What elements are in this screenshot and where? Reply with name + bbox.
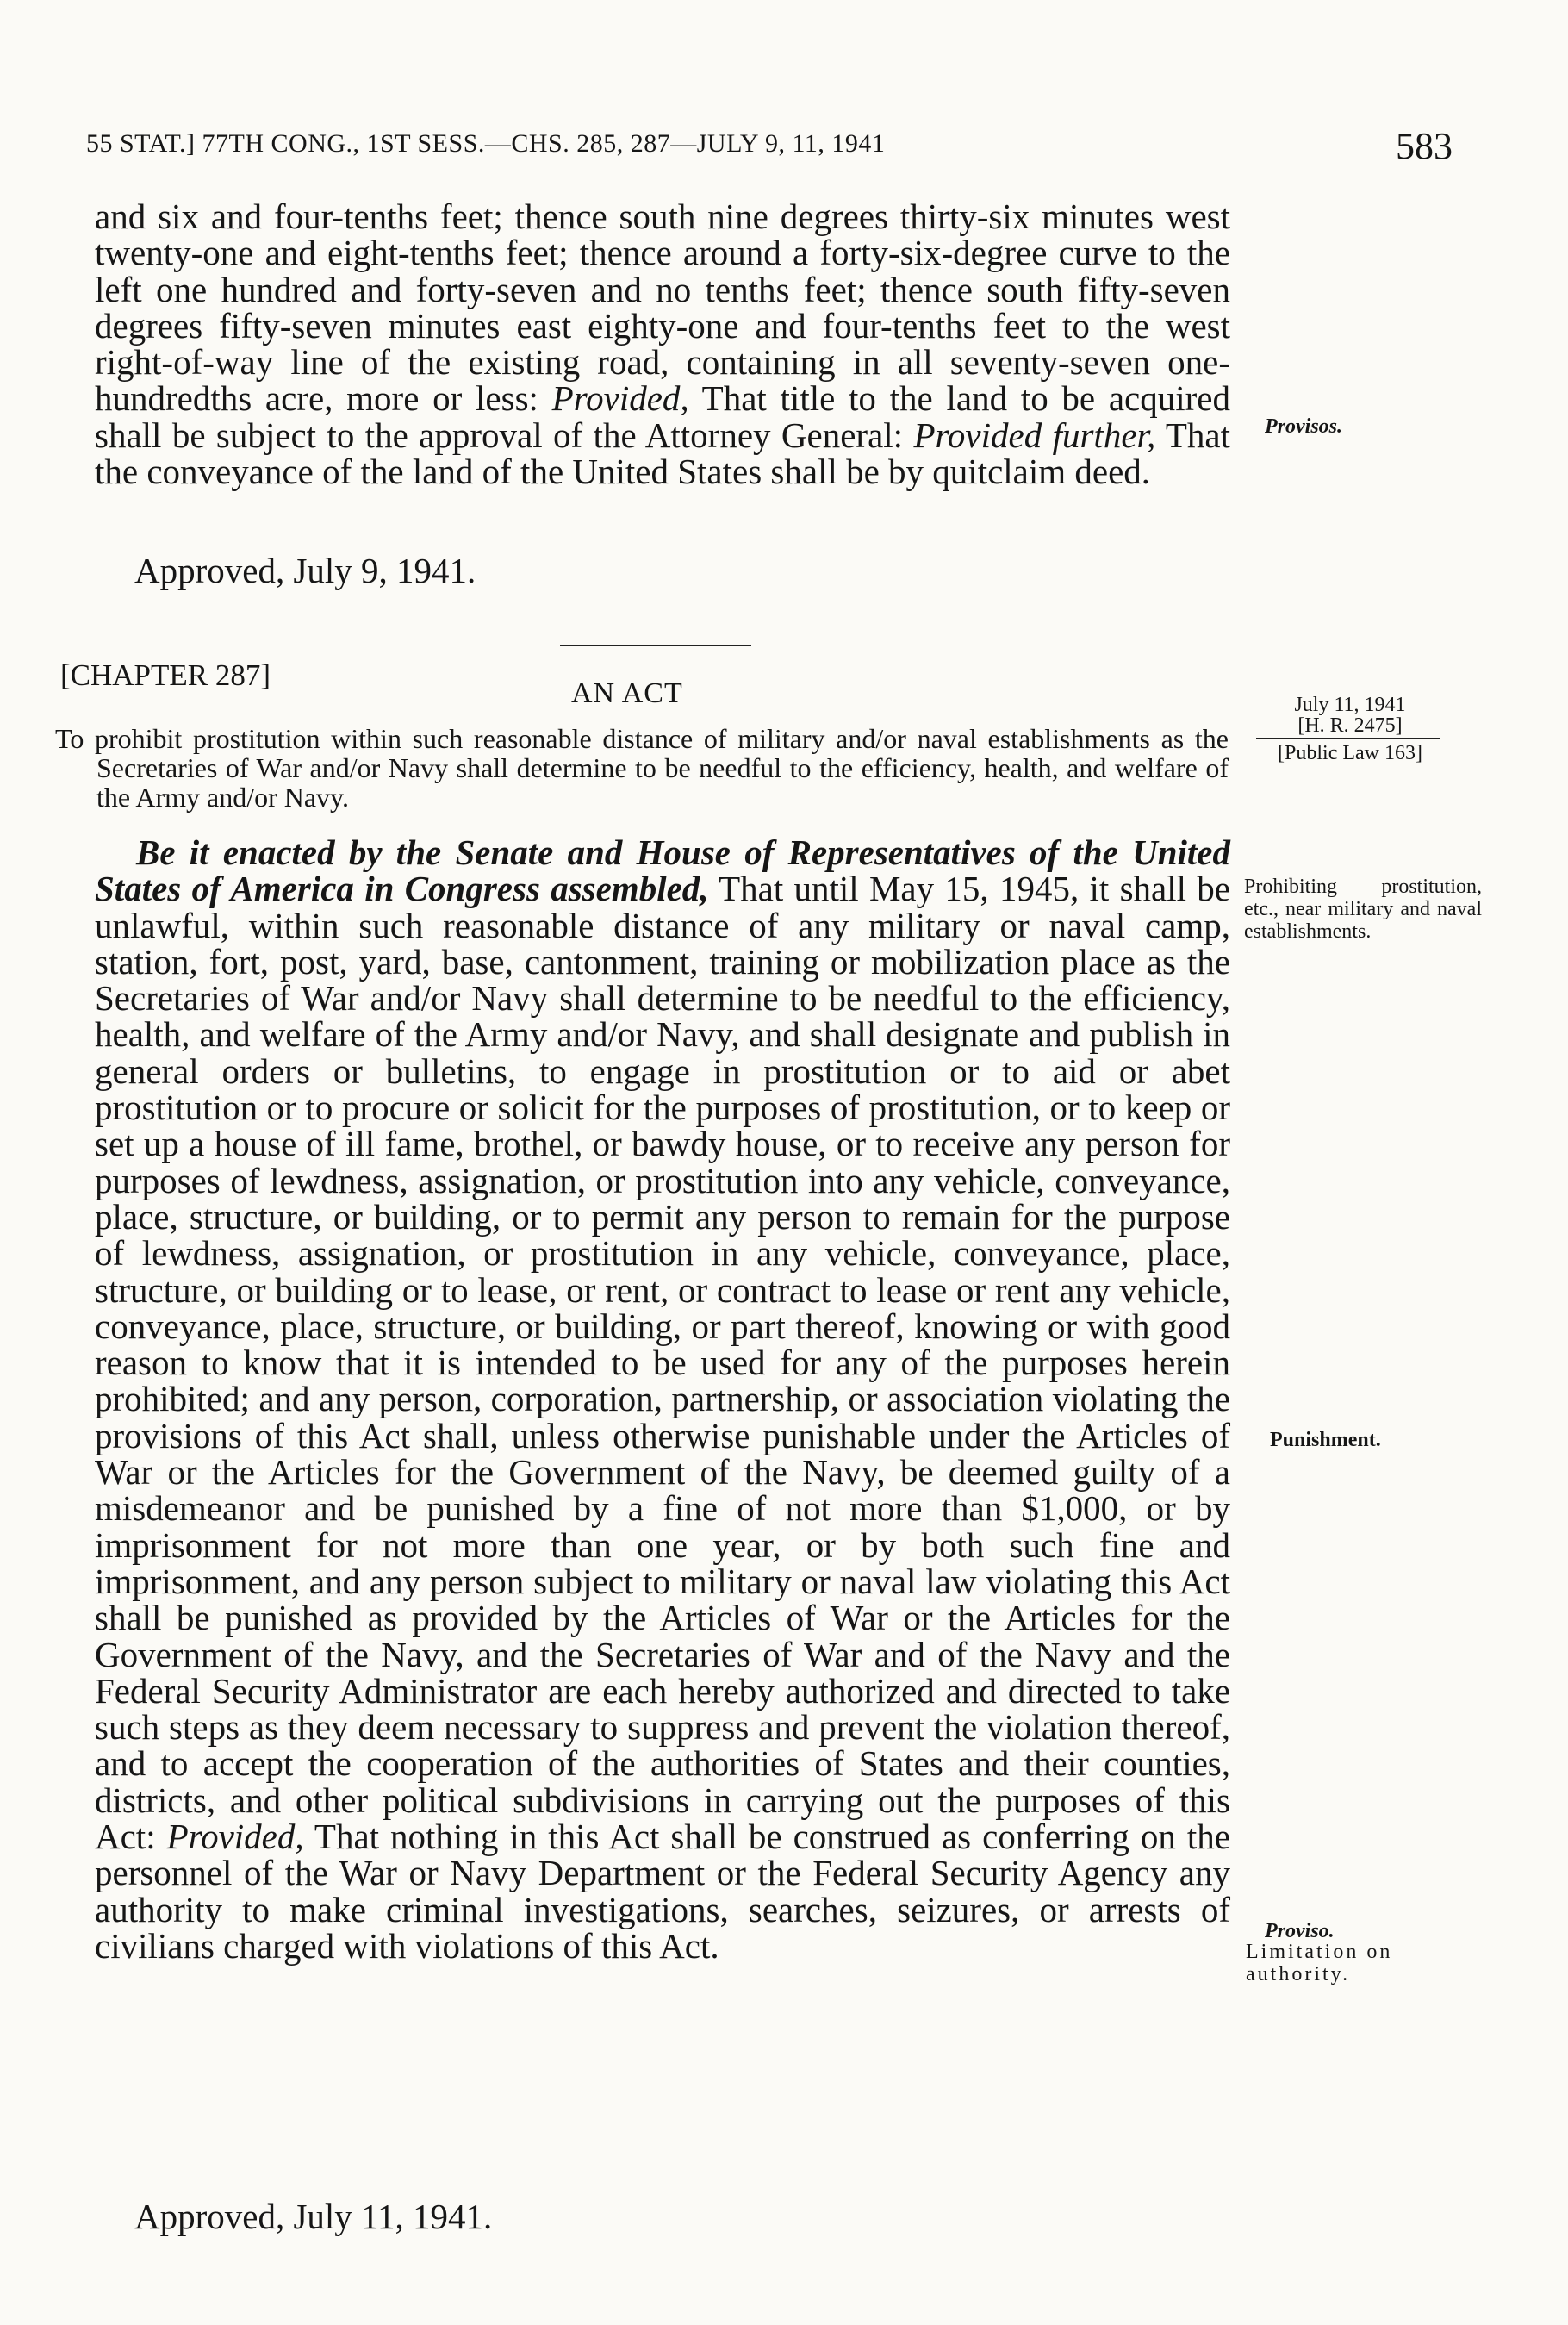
provided-italic: Provided, xyxy=(551,378,689,419)
running-head: 55 STAT.] 77TH CONG., 1ST SESS.—CHS. 285, 287—JULY 9, 11, 1941 xyxy=(86,129,886,158)
act-purpose xyxy=(55,724,1229,812)
chapter-label: [CHAPTER 287] xyxy=(60,658,271,692)
margin-note-date: July 11, 1941 xyxy=(1294,694,1406,716)
margin-note-provisos: Provisos. xyxy=(1265,415,1342,438)
proviso-italic: Provided, xyxy=(166,1817,304,1857)
act-title: AN ACT xyxy=(571,677,683,709)
enacting-text-b: That nothing in this Act shall be construed as conferring on the personnel of the War or Navy Department or the Federal Security Agency any authority to make criminal investigations, searches, seizures, or arrests of civilians charged with violations of this Act. xyxy=(95,1817,1230,1966)
margin-note-limitation: Limitation on authority. xyxy=(1246,1941,1393,1985)
page-number: 583 xyxy=(1396,125,1453,167)
previous-section-text xyxy=(95,196,1231,492)
enacting-section xyxy=(95,834,1230,1964)
approved-july-11: Approved, July 11, 1941. xyxy=(134,2197,493,2236)
margin-note-rule xyxy=(1256,738,1440,739)
prev-text-b: That title to the land to be acquired shall be subject to the approval of the Attorney General: xyxy=(95,378,1230,455)
provided-further-italic: Provided further, xyxy=(913,415,1156,455)
enacting-text-a: That until May 15, 1945, it shall be unlawful, within such reasonable distance of any military or naval camp, station, fort, post, yard, base, cantonment, training or mobilization place as the Secretaries of War and/or Navy shall determine to be needful to the efficiency, health, and welfare of the Army and/or Navy, and shall designate and publish in general orders or bulletins, to engage in prostitution or to aid or abet prostitution or to procure or solicit for the purposes of prostitution, or to keep or set up a house of ill fame, brothel, or bawdy house, or to receive any person for purposes of lewdness, assignation, or prostitution into any vehicle, conveyance, place, structure, or building, or to permit any person to remain for the purpose of lewdness, assignation, or prostitution in any vehicle, conveyance, place, structure, or building or to lease, or rent, or contract to lease or rent any vehicle, conveyance, place, structure, or building, or part thereof, knowing or with good reason to know that it is intended to be used for any of the purposes herein prohibited; and any person, corporation, partnership, or association violating the provisions of this Act shall, unless otherwise punishable under the Articles of War or the Articles for the Government of the Navy, be deemed guilty of a misdemeanor and be punished by a fine of not more than $1,000, or by imprisonment for not more than one year, or by both such fine and imprisonment, and any person subject to military or naval law violating this Act shall be punished as provided by the Articles of War or the Articles for the Government of the Navy, and the Secretaries of War and of the Navy and the Federal Security Administrator are each hereby authorized and directed to take such steps as they deem necessary to suppress and prevent the violation thereof, and to accept the cooperation of the authorities of States and their counties, districts, and other political subdivisions in carrying out the purposes of this Act: xyxy=(95,869,1230,1857)
approved-july-9: Approved, July 9, 1941. xyxy=(134,551,476,590)
margin-note-date-block xyxy=(1251,695,1449,764)
act-purpose-text: To prohibit prostitution within such reasonable distance of military and/or naval establishments as the Secretaries of War and/or Navy shall determine to be needful to the efficiency, health, and welfare of the Army and/or Navy. xyxy=(55,723,1229,813)
section-divider xyxy=(560,645,751,646)
margin-note-bill: [H. R. 2475] xyxy=(1297,714,1403,737)
margin-note-punishment: Punishment. xyxy=(1270,1429,1381,1451)
margin-note-prohibiting: Prohibiting prostitution, etc., near military and naval establishments. xyxy=(1244,876,1482,943)
prev-text-a: and six and four-tenths feet; thence south nine degrees thirty-six minutes west twenty-one and eight-tenths feet; thence around a forty-six-degree curve to the left one hundred and forty-seven and no tenths feet; thence south fifty-seven degrees fifty-seven minutes east eighty-one and four-tenths feet to the west right-of-way line of the existing road, containing in all seventy-seven one-hundredths acre, more or less: xyxy=(95,196,1230,419)
margin-note-proviso: Proviso. xyxy=(1265,1920,1335,1942)
margin-note-public-law: [Public Law 163] xyxy=(1278,742,1422,764)
prev-text-c: That the conveyance of the land of the United States shall be by quitclaim deed. xyxy=(95,415,1231,492)
enacting-clause: Be it enacted by the Senate and House of Representatives of the United States of America in Congress assembled, xyxy=(95,832,1230,909)
